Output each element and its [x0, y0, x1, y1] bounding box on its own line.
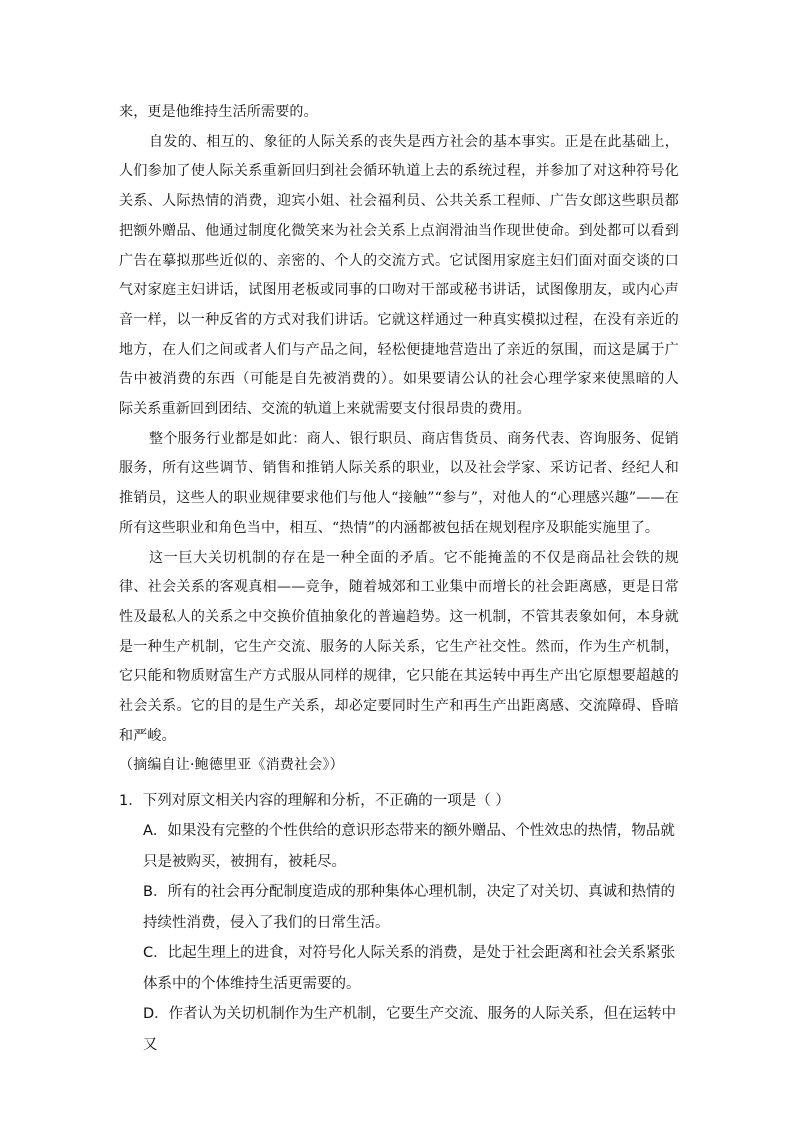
passage-line: 系、人际热情的消费，迎宾小姐、社会福利员、公共关系工程师、广告女郎这些职员都把额 [119, 193, 679, 239]
passage-paragraph-1 [119, 98, 679, 128]
passage-line: 自发的、相互的、象征的人际关系的丧失是西方社会的基本事实。正是在此基础上， [149, 133, 679, 150]
passage-line: 质财富生产方式服从同样的规律，它只能在其运转中再生产出它原想要超越的社会关系。它 [119, 668, 679, 715]
option-line: D．作者认为关切机制作为生产机制，它要生产交流、服务的人际关系，但在运转中又 [143, 1006, 677, 1053]
passage-line: 一种反省的方式对我们讲话。它就这样通过一种真实模拟过程，在没有亲近的地方，在人们 [119, 311, 679, 358]
reading-passage [119, 98, 679, 781]
question-block [119, 786, 679, 1060]
passage-line: 私人的关系之中交换价值抽象化的普遍趋势。这一机制，不管其表象如何，本身就是一种生 [119, 608, 679, 655]
passage-line: 整个服务行业都是如此：商人、银行职员、商店售货员、商务代表、咨询服务、促销 [149, 430, 679, 447]
option-line: B．所有的社会再分配制度造成的那种集体心理机制，决定了对关切、真诚和热情的持 [143, 884, 675, 931]
passage-line: 有这些职业和角色当中，相互、“热情”的内涵都被包括在规划程序及职能实施里了。 [133, 519, 660, 536]
passage-line: 结、交流的轨道上来就需要支付很昂贵的费用。 [232, 401, 531, 418]
passage-line: 社会关系的客观真相——竞争，随着城郊和工业集中而增长的社会距离感，更是日常性及最 [119, 579, 679, 625]
passage-source: （摘编自让·鲍德里亚《消费社会》） [119, 757, 344, 774]
option-line: 系中的个体维持生活更需要的。 [157, 975, 361, 992]
passage-line: 主妇讲话，试图用老板或同事的口吻对干部或秘书讲话，试图像朋友，或内心声音一样，以 [119, 282, 679, 328]
passage-paragraph-3 [119, 425, 679, 544]
option-line: 是被购买，被拥有，被耗尽。 [157, 853, 346, 870]
question-stem: 1．下列对原文相关内容的理解和分析，不正确的一项是（ ） [119, 793, 510, 809]
passage-line: 产机制，它生产交流、服务的人际关系，它生产社交性。然而，作为生产机制，它只能和物 [119, 638, 679, 685]
passage-line: 销员，这些人的职业规律要求他们与他人“接触”“参与”，对他人的“心理感兴趣”——在所 [119, 490, 679, 536]
option-c[interactable] [119, 938, 679, 999]
option-d[interactable] [119, 999, 679, 1060]
passage-line: 这一巨大关切机制的存在是一种全面的矛盾。它不能掩盖的不仅是商品社会铁的规律、 [119, 549, 679, 596]
option-line: A．如果没有完整的个性供给的意识形态带来的额外赠品、个性效忠的热情，物品就只 [143, 823, 675, 870]
option-line: 续性消费，侵入了我们的日常生活。 [157, 914, 390, 931]
passage-paragraph-4 [119, 544, 679, 752]
option-a[interactable] [119, 816, 679, 877]
passage-line: 服务，所有这些调节、销售和推销人际关系的职业，以及社会学家、采访记者、经纪人和推 [119, 460, 679, 507]
option-line: C．比起生理上的进食，对符号化人际关系的消费，是处于社会距离和社会关系紧张体 [143, 945, 676, 992]
passage-line: 之间或者人们与产品之间，轻松便捷地营造出了亲近的氛围，而这是属于广告中被消费的东 [119, 341, 679, 388]
option-b[interactable] [119, 877, 679, 938]
passage-line: 西（可能是自先被消费的）。如果要请公认的社会心理学家来使黑暗的人际关系重新回到团 [119, 371, 679, 418]
passage-line: 摹拟那些近似的、亲密的、个人的交流方式。它试图用家庭主妇们面对面交谈的口气对家庭 [119, 252, 679, 299]
passage-line: 外赠品、他通过制度化微笑来为社会关系上点润滑油当作现世使命。到处都可以看到广告在 [119, 222, 679, 269]
passage-line: 来，更是他维持生活所需要的。 [119, 104, 318, 120]
passage-line: 人们参加了使人际关系重新回归到社会循环轨道上去的系统过程，并参加了对这种符号化关 [119, 163, 679, 210]
passage-paragraph-2 [119, 128, 679, 425]
passage-line: 的目的是生产关系，却必定要同时生产和再生产出距离感、交流障碍、昏暗和严峻。 [119, 698, 679, 744]
